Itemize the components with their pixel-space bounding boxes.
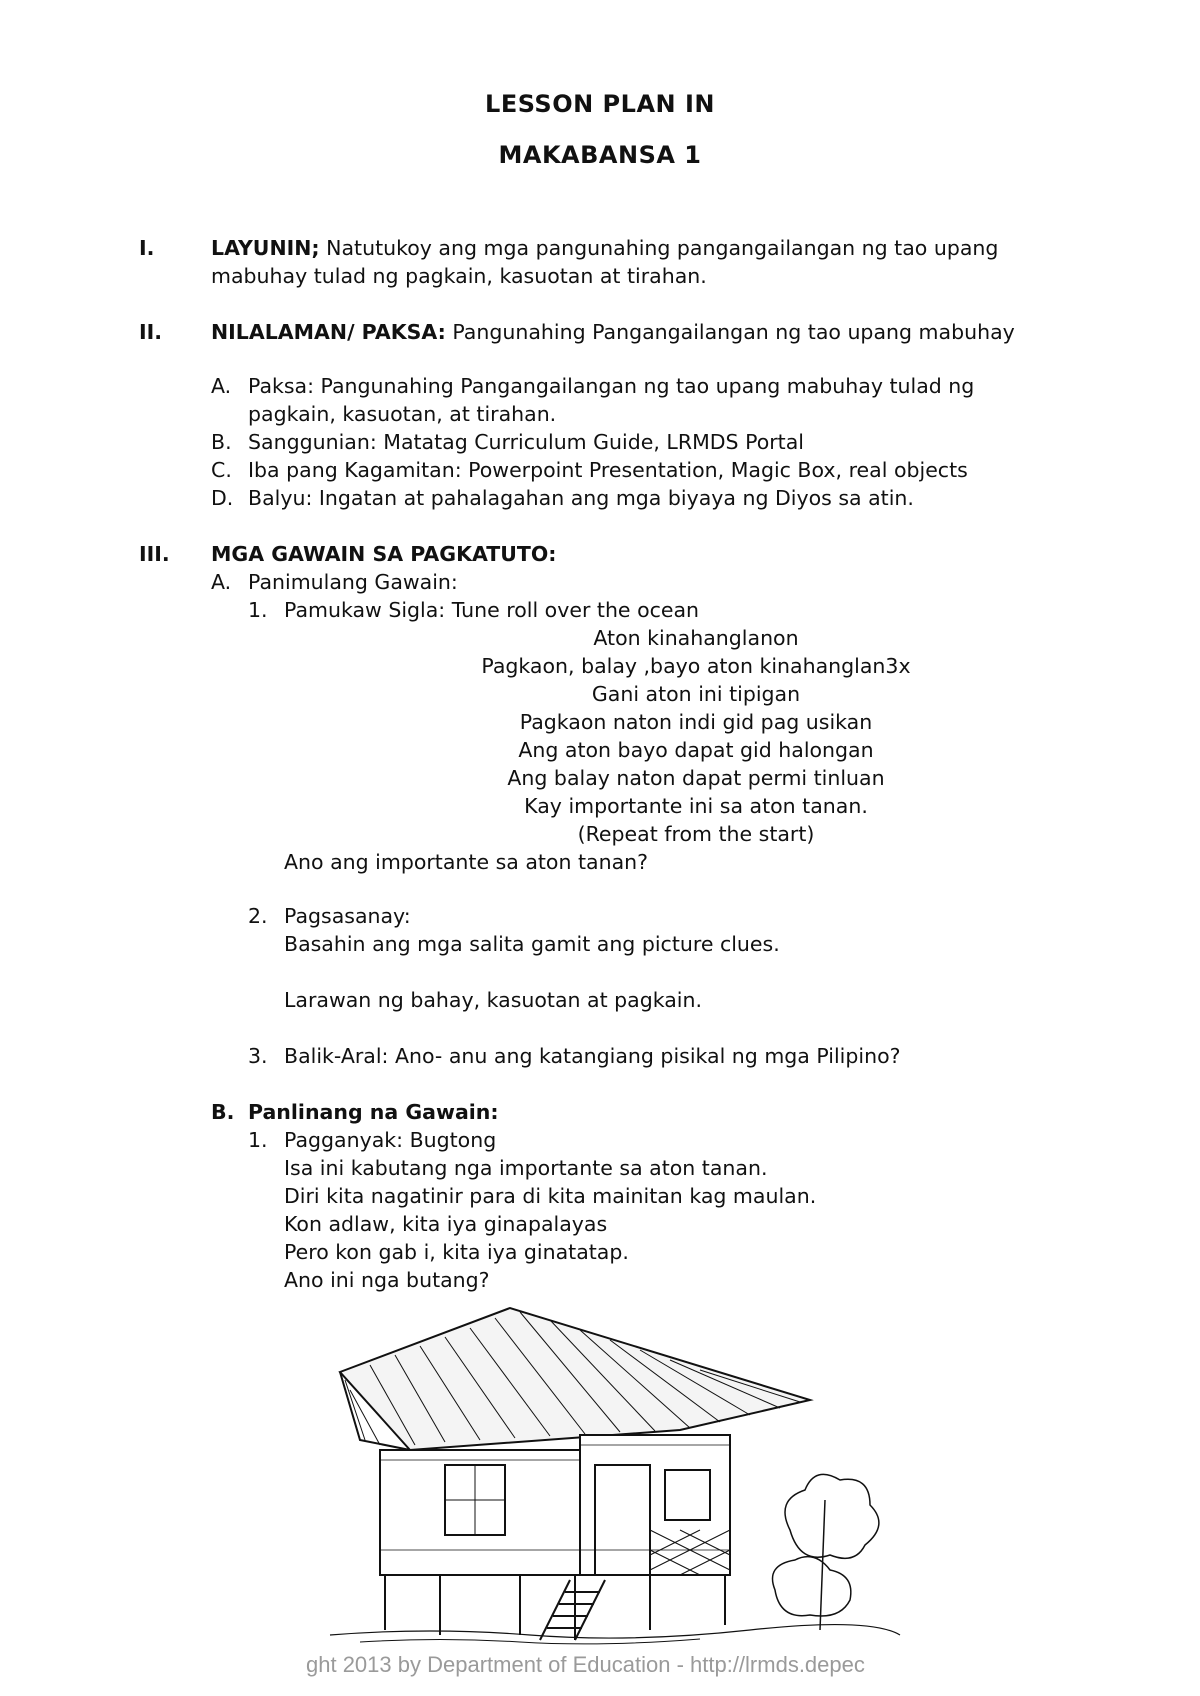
section-2-item-d-letter: D.: [211, 486, 234, 510]
section-2-text: Pangunahing Pangangailangan ng tao upang mabuhay: [452, 320, 1015, 344]
subsection-a-letter: A.: [211, 570, 232, 594]
step-3-text: Balik-Aral: Ano- anu ang katangiang pisikal ng mga Pilipino?: [284, 1044, 901, 1068]
section-2-item-a-line-2: pagkain, kasuotan, at tirahan.: [248, 402, 557, 426]
section-1-label: LAYUNIN;: [211, 236, 320, 260]
house-illustration: [320, 1300, 920, 1650]
section-2-item-a-line-1: Paksa: Pangunahing Pangangailangan ng tao upang mabuhay tulad ng: [248, 374, 975, 398]
step-2-line-2: Larawan ng bahay, kasuotan at pagkain.: [284, 988, 703, 1012]
section-2-heading: [211, 318, 1015, 346]
section-3-number: III.: [139, 542, 170, 566]
song-line: Kay importante ini sa aton tanan.: [524, 794, 868, 818]
riddle-line: Diri kita nagatinir para di kita mainitan kag maulan.: [284, 1184, 817, 1208]
riddle-line: Ano ini nga butang?: [284, 1268, 490, 1292]
subsection-b-letter: B.: [211, 1100, 235, 1124]
song-line: (Repeat from the start): [577, 822, 815, 846]
step-2-text: Pagsasanay:: [284, 904, 411, 928]
section-2-item-b-letter: B.: [211, 430, 232, 454]
song-line: Gani aton ini tipigan: [591, 682, 801, 706]
section-1-number: I.: [139, 236, 155, 260]
song-line: Ang aton bayo dapat gid halongan: [518, 738, 874, 762]
section-2-item-d-text: Balyu: Ingatan at pahalagahan ang mga biyaya ng Diyos sa atin.: [248, 486, 914, 510]
song-question: Ano ang importante sa aton tanan?: [284, 850, 649, 874]
b-step-1-number: 1.: [248, 1128, 268, 1152]
section-3-label: MGA GAWAIN SA PAGKATUTO:: [211, 542, 557, 566]
song-line: Pagkaon, balay ,bayo aton kinahanglan3x: [481, 654, 911, 678]
step-1-text: Pamukaw Sigla: Tune roll over the ocean: [284, 598, 700, 622]
section-2-item-a-letter: A.: [211, 374, 232, 398]
section-2-item-c-text: Iba pang Kagamitan: Powerpoint Presentation, Magic Box, real objects: [248, 458, 968, 482]
step-2-number: 2.: [248, 904, 268, 928]
subsection-b-label: Panlinang na Gawain:: [248, 1100, 499, 1124]
section-2-number: II.: [139, 320, 163, 344]
title-line-2: MAKABANSA 1: [498, 141, 702, 169]
copyright-watermark: ght 2013 by Department of Education - http://lrmds.depec: [306, 1652, 865, 1677]
section-2-label: NILALAMAN/ PAKSA:: [211, 320, 446, 344]
riddle-line: Pero kon gab i, kita iya ginatatap.: [284, 1240, 629, 1264]
riddle-line: Kon adlaw, kita iya ginapalayas: [284, 1212, 608, 1236]
song-line: Ang balay naton dapat permi tinluan: [507, 766, 885, 790]
step-1-number: 1.: [248, 598, 268, 622]
section-2-item-b-text: Sanggunian: Matatag Curriculum Guide, LRMDS Portal: [248, 430, 804, 454]
step-2-line-1: Basahin ang mga salita gamit ang picture clues.: [284, 932, 780, 956]
subsection-a-label: Panimulang Gawain:: [248, 570, 458, 594]
song-line: Pagkaon naton indi gid pag usikan: [519, 710, 873, 734]
song-line: Aton kinahanglanon: [593, 626, 799, 650]
b-step-1-text: Pagganyak: Bugtong: [284, 1128, 497, 1152]
step-3-number: 3.: [248, 1044, 268, 1068]
section-1-text-1: Natutukoy ang mga pangunahing pangangailangan ng tao upang: [326, 236, 999, 260]
title-line-1: LESSON PLAN IN: [485, 90, 715, 118]
section-2-item-c-letter: C.: [211, 458, 232, 482]
riddle-line: Isa ini kabutang nga importante sa aton tanan.: [284, 1156, 768, 1180]
section-1-text-2: mabuhay tulad ng pagkain, kasuotan at tirahan.: [211, 264, 707, 288]
section-1-line-1: [211, 234, 998, 262]
